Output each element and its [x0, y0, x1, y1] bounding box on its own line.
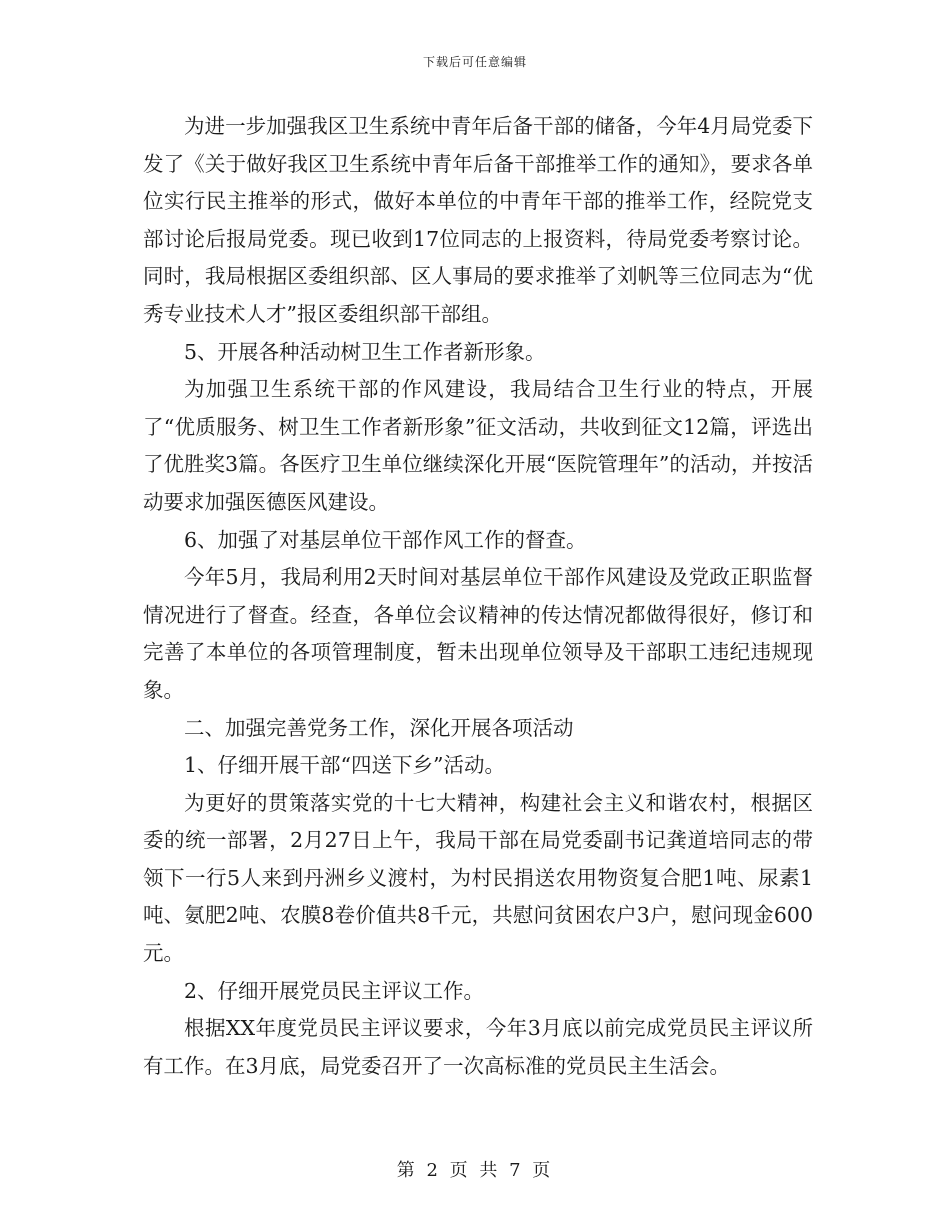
- paragraph: 为加强卫生系统干部的作风建设，我局结合卫生行业的特点，开展了“优质服务、树卫生工作者新形象”征文活动，共收到征文12篇，评选出了优胜奖3篇。各医疗卫生单位继续深化开展“医院管理年”的活动，并按活动要求加强医德医风建设。: [143, 377, 813, 514]
- section-heading: 6、加强了对基层单位干部作风工作的督查。: [184, 527, 587, 552]
- section-heading: 二、加强完善党务工作，深化开展各项活动: [184, 715, 574, 740]
- section-heading: 2、仔细开展党员民主评议工作。: [184, 978, 485, 1003]
- paragraph: 为更好的贯策落实党的十七大精神，构建社会主义和谐农村，根据区委的统一部署，2月27日上午，我局干部在局党委副书记龚道培同志的带领下一行5人来到丹洲乡义渡村，为村民捐送农用物资复合肥1吨、尿素1吨、氨肥2吨、农膜8卷价值共8千元，共慰问贫困农户3户，慰问现金600元。: [143, 790, 813, 966]
- paragraph: 今年5月，我局利用2天时间对基层单位干部作风建设及党政正职监督情况进行了督查。经查，各单位会议精神的传达情况都做得很好，修订和完善了本单位的各项管理制度，暂未出现单位领导及干部职工违纪违规现象。: [143, 565, 813, 702]
- page-number: 第 2 页 共 7 页: [396, 1160, 554, 1181]
- section-heading: 1、仔细开展干部“四送下乡”活动。: [184, 753, 506, 778]
- document-body: [143, 108, 813, 1085]
- paragraph: 为进一步加强我区卫生系统中青年后备干部的储备，今年4月局党委下发了《关于做好我区卫生系统中青年后备干部推举工作的通知》，要求各单位实行民主推举的形式，做好本单位的中青年干部的推举工作，经院党支部讨论后报局党委。现已收到17位同志的上报资料，待局党委考察讨论。同时，我局根据区委组织部、区人事局的要求推举了刘帆等三位同志为“优秀专业技术人才”报区委组织部干部组。: [143, 114, 813, 326]
- page-header: 下载后可任意编辑: [422, 55, 527, 69]
- section-heading: 5、开展各种活动树卫生工作者新形象。: [184, 339, 546, 364]
- paragraph: 根据XX年度党员民主评议要求，今年3月底以前完成党员民主评议所有工作。在3月底，局党委召开了一次高标准的党员民主生活会。: [143, 1016, 813, 1078]
